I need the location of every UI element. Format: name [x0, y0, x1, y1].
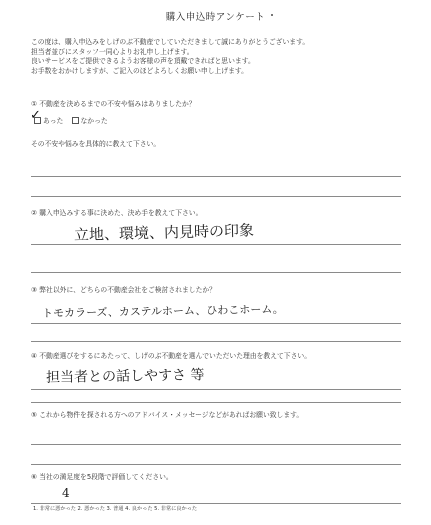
page-title: 購入申込時アンケート	[165, 12, 266, 23]
answer-line	[31, 323, 401, 324]
answer-line	[31, 341, 401, 342]
pen-mark	[271, 14, 273, 16]
answer-line	[31, 176, 401, 177]
question-1-choices	[34, 115, 108, 125]
handwritten-rating: 4	[62, 486, 70, 500]
handwritten-answer-3: トモカラーズ、カステルホーム、ひわこホーム。	[41, 302, 284, 320]
option-no-label: なかった	[80, 117, 108, 125]
rating-scale-legend: 1. 非常に悪かった 2. 悪かった 3. 普通 4. 良かった 5. 非常に良かった	[33, 506, 198, 512]
intro-line: 良いサービスをご提供できるようお客様の声を頂戴できればと思います。	[31, 57, 255, 66]
intro-line: お手数をおかけしますが、ご記入のほどよろしくお願い申し上げます。	[31, 66, 248, 75]
intro-text	[31, 38, 309, 76]
handwritten-answer-4: 担当者との話しやすさ 等	[45, 367, 205, 386]
checkmark-icon: ✓	[30, 108, 41, 123]
checkbox-no[interactable]	[72, 117, 79, 124]
question-2-label: ② 購入申込みする事に決めた、決め手を教えて下さい。	[31, 209, 203, 217]
intro-line: この度は、購入申込みをしげのぶ不動産でしていただきまして誠にありがとうございます。	[31, 38, 310, 46]
answer-line	[31, 464, 401, 465]
answer-line	[31, 244, 401, 245]
answer-line	[31, 444, 401, 445]
answer-line	[31, 272, 401, 273]
handwritten-answer-2: 立地、環境、内見時の印象	[73, 221, 255, 244]
question-1-label: ① 不動産を決めるまでの不安や悩みはありましたか？	[31, 100, 196, 108]
answer-line	[31, 503, 401, 504]
question-1-followup: その不安や悩みを具体的に教えて下さい。	[31, 140, 161, 148]
answer-line	[31, 389, 401, 390]
checkbox-yes[interactable]	[34, 117, 41, 124]
intro-line: 担当者並びにスタッフ一同心よりお礼申し上げます。	[31, 47, 194, 56]
question-3-label: ③ 弊社以外に、どちらの不動産会社をご検討されましたか？	[31, 286, 216, 294]
question-4-label: ④ 不動産選びをするにあたって、しげのぶ不動産を選んでいただいた理由を教えて下さい。	[31, 352, 311, 360]
option-yes-label: あった	[43, 117, 64, 125]
answer-line	[31, 196, 401, 197]
question-6-label: ⑥ 当社の満足度を5段階で評価してください。	[31, 473, 173, 481]
answer-line	[31, 402, 401, 403]
question-5-label: ⑤ これから物件を探される方へのアドバイス・メッセージなどがあればお願い致します。	[31, 411, 304, 419]
